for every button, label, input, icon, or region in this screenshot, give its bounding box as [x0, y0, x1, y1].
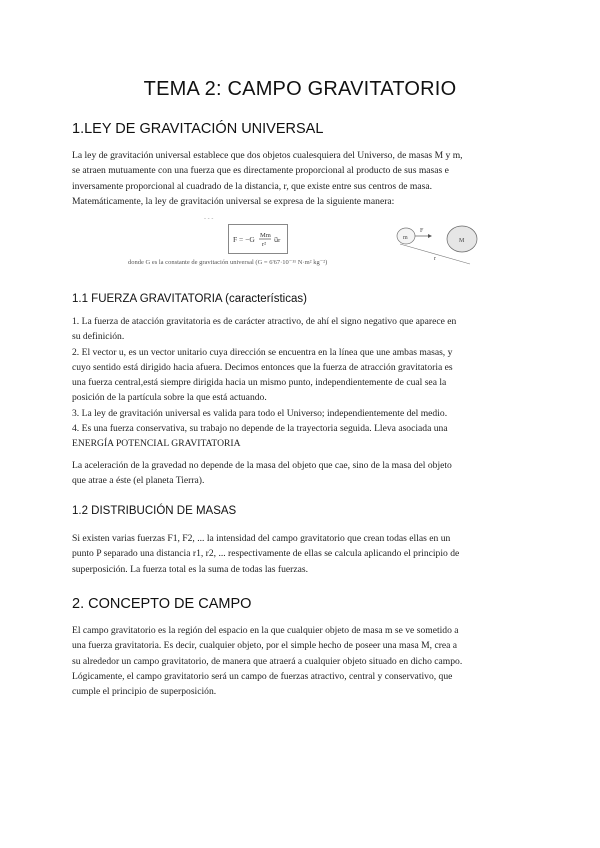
large-mass-label: M	[459, 238, 465, 244]
force-label: F	[420, 228, 424, 234]
text-line: cumple el principio de superposición.	[72, 686, 217, 698]
gravity-acceleration-note	[72, 458, 528, 489]
text-line: posición de la partícula sobre la que está actuando.	[72, 392, 267, 404]
formula-denominator: r²	[262, 241, 267, 248]
distance-label: r	[434, 256, 436, 262]
text-line: La ley de gravitación universal establece que dos objetos cualesquiera del Universo, de masas M y m,	[72, 150, 463, 161]
text-line: 3. La ley de gravitación universal es valida para todo el Universo; independientemente del medio.	[72, 407, 448, 419]
section-heading-concepto-campo: 2. CONCEPTO DE CAMPO	[72, 596, 252, 612]
text-line: 1. La fuerza de atacción gravitatoria es de carácter atractivo, de ahí el signo negativo que aparece en	[72, 316, 457, 327]
small-mass-label: m	[403, 235, 408, 241]
text-line: Lógicamente, el campo gravitatorio será un campo de fuerzas atractivo, central y conservativo, que	[72, 670, 453, 682]
formula-unit-vector: u⃗r	[274, 237, 281, 244]
text-line: 2. El vector u, es un vector unitario cuya dirección se encuentra en la línea que une ambas masas, y	[72, 346, 453, 358]
text-line: punto P separado una distancia r1, r2, ... respectivamente de ellas se calcula aplicando el principio de	[72, 548, 460, 560]
text-line: se atraen mutuamente con una fuerza que es directamente proporcional al producto de sus masas e	[72, 165, 449, 177]
force-arrowhead	[428, 234, 432, 238]
section-heading-distribucion-masas: 1.2 DISTRIBUCIÓN DE MASAS	[72, 505, 237, 517]
formula-caption: donde G es la constante de gravitación universal (G = 6'67·10⁻¹¹ N·m² kg⁻²)	[128, 259, 328, 266]
formula-lhs: F = −G	[233, 235, 255, 244]
section1-intro-paragraph	[72, 148, 528, 209]
two-masses-diagram	[390, 222, 500, 273]
figure-scan-artifact: - - -	[204, 216, 214, 222]
text-line: ENERGÍA POTENCIAL GRAVITATORIA	[72, 438, 241, 450]
text-line: Si existen varias fuerzas F1, F2, ... la intensidad del campo gravitatorio que crean todas ellas en un	[72, 533, 451, 544]
text-line: La aceleración de la gravedad no depende de la masa del objeto que cae, sino de la masa del objeto	[72, 460, 452, 471]
text-line: superposición. La fuerza total es la suma de todas las fuerzas.	[72, 563, 309, 575]
text-line: El campo gravitatorio es la región del espacio en la que cualquier objeto de masa m se ve sometido a	[72, 625, 459, 636]
section-heading-ley-gravitacion: 1.LEY DE GRAVITACIÓN UNIVERSAL	[72, 121, 324, 137]
formula-numerator: Mm	[260, 232, 271, 239]
section-heading-fuerza-gravitatoria: 1.1 FUERZA GRAVITATORIA (características)	[72, 293, 307, 305]
gravitation-formula	[228, 224, 288, 254]
text-line: una fuerza gravitatoria. Es decir, cualquier objeto, por el simple hecho de poseer una masa M, crea a	[72, 640, 458, 652]
text-line: que atrae a éste (el planeta Tierra).	[72, 475, 205, 487]
section1-2-paragraph	[72, 531, 528, 577]
text-line: 4. Es una fuerza conservativa, su trabajo no depende de la trayectoria seguida. Lleva asociada una	[72, 423, 448, 435]
text-line: Matemáticamente, la ley de gravitación universal se expresa de la siguiente manera:	[72, 195, 395, 207]
text-line: su definición.	[72, 331, 125, 343]
text-line: inversamente proporcional al cuadrado de la distancia, r, que existe entre sus centros de masa.	[72, 180, 433, 192]
section2-paragraph	[72, 623, 528, 699]
text-line: una fuerza central,está siempre dirigida hacia un mismo punto, independientemente de cual sea la	[72, 377, 447, 389]
page-title: TEMA 2: CAMPO GRAVITATORIO	[143, 78, 457, 100]
text-line: cuyo sentido está dirigido hacia afuera. Decimos entonces que la fuerza de atracción gravitatoria es	[72, 361, 453, 373]
text-line: su alrededor un campo gravitatorio, de manera que atraerá a cualquier objeto situado en dicho campo.	[72, 655, 463, 667]
section1-1-characteristics	[72, 314, 528, 452]
